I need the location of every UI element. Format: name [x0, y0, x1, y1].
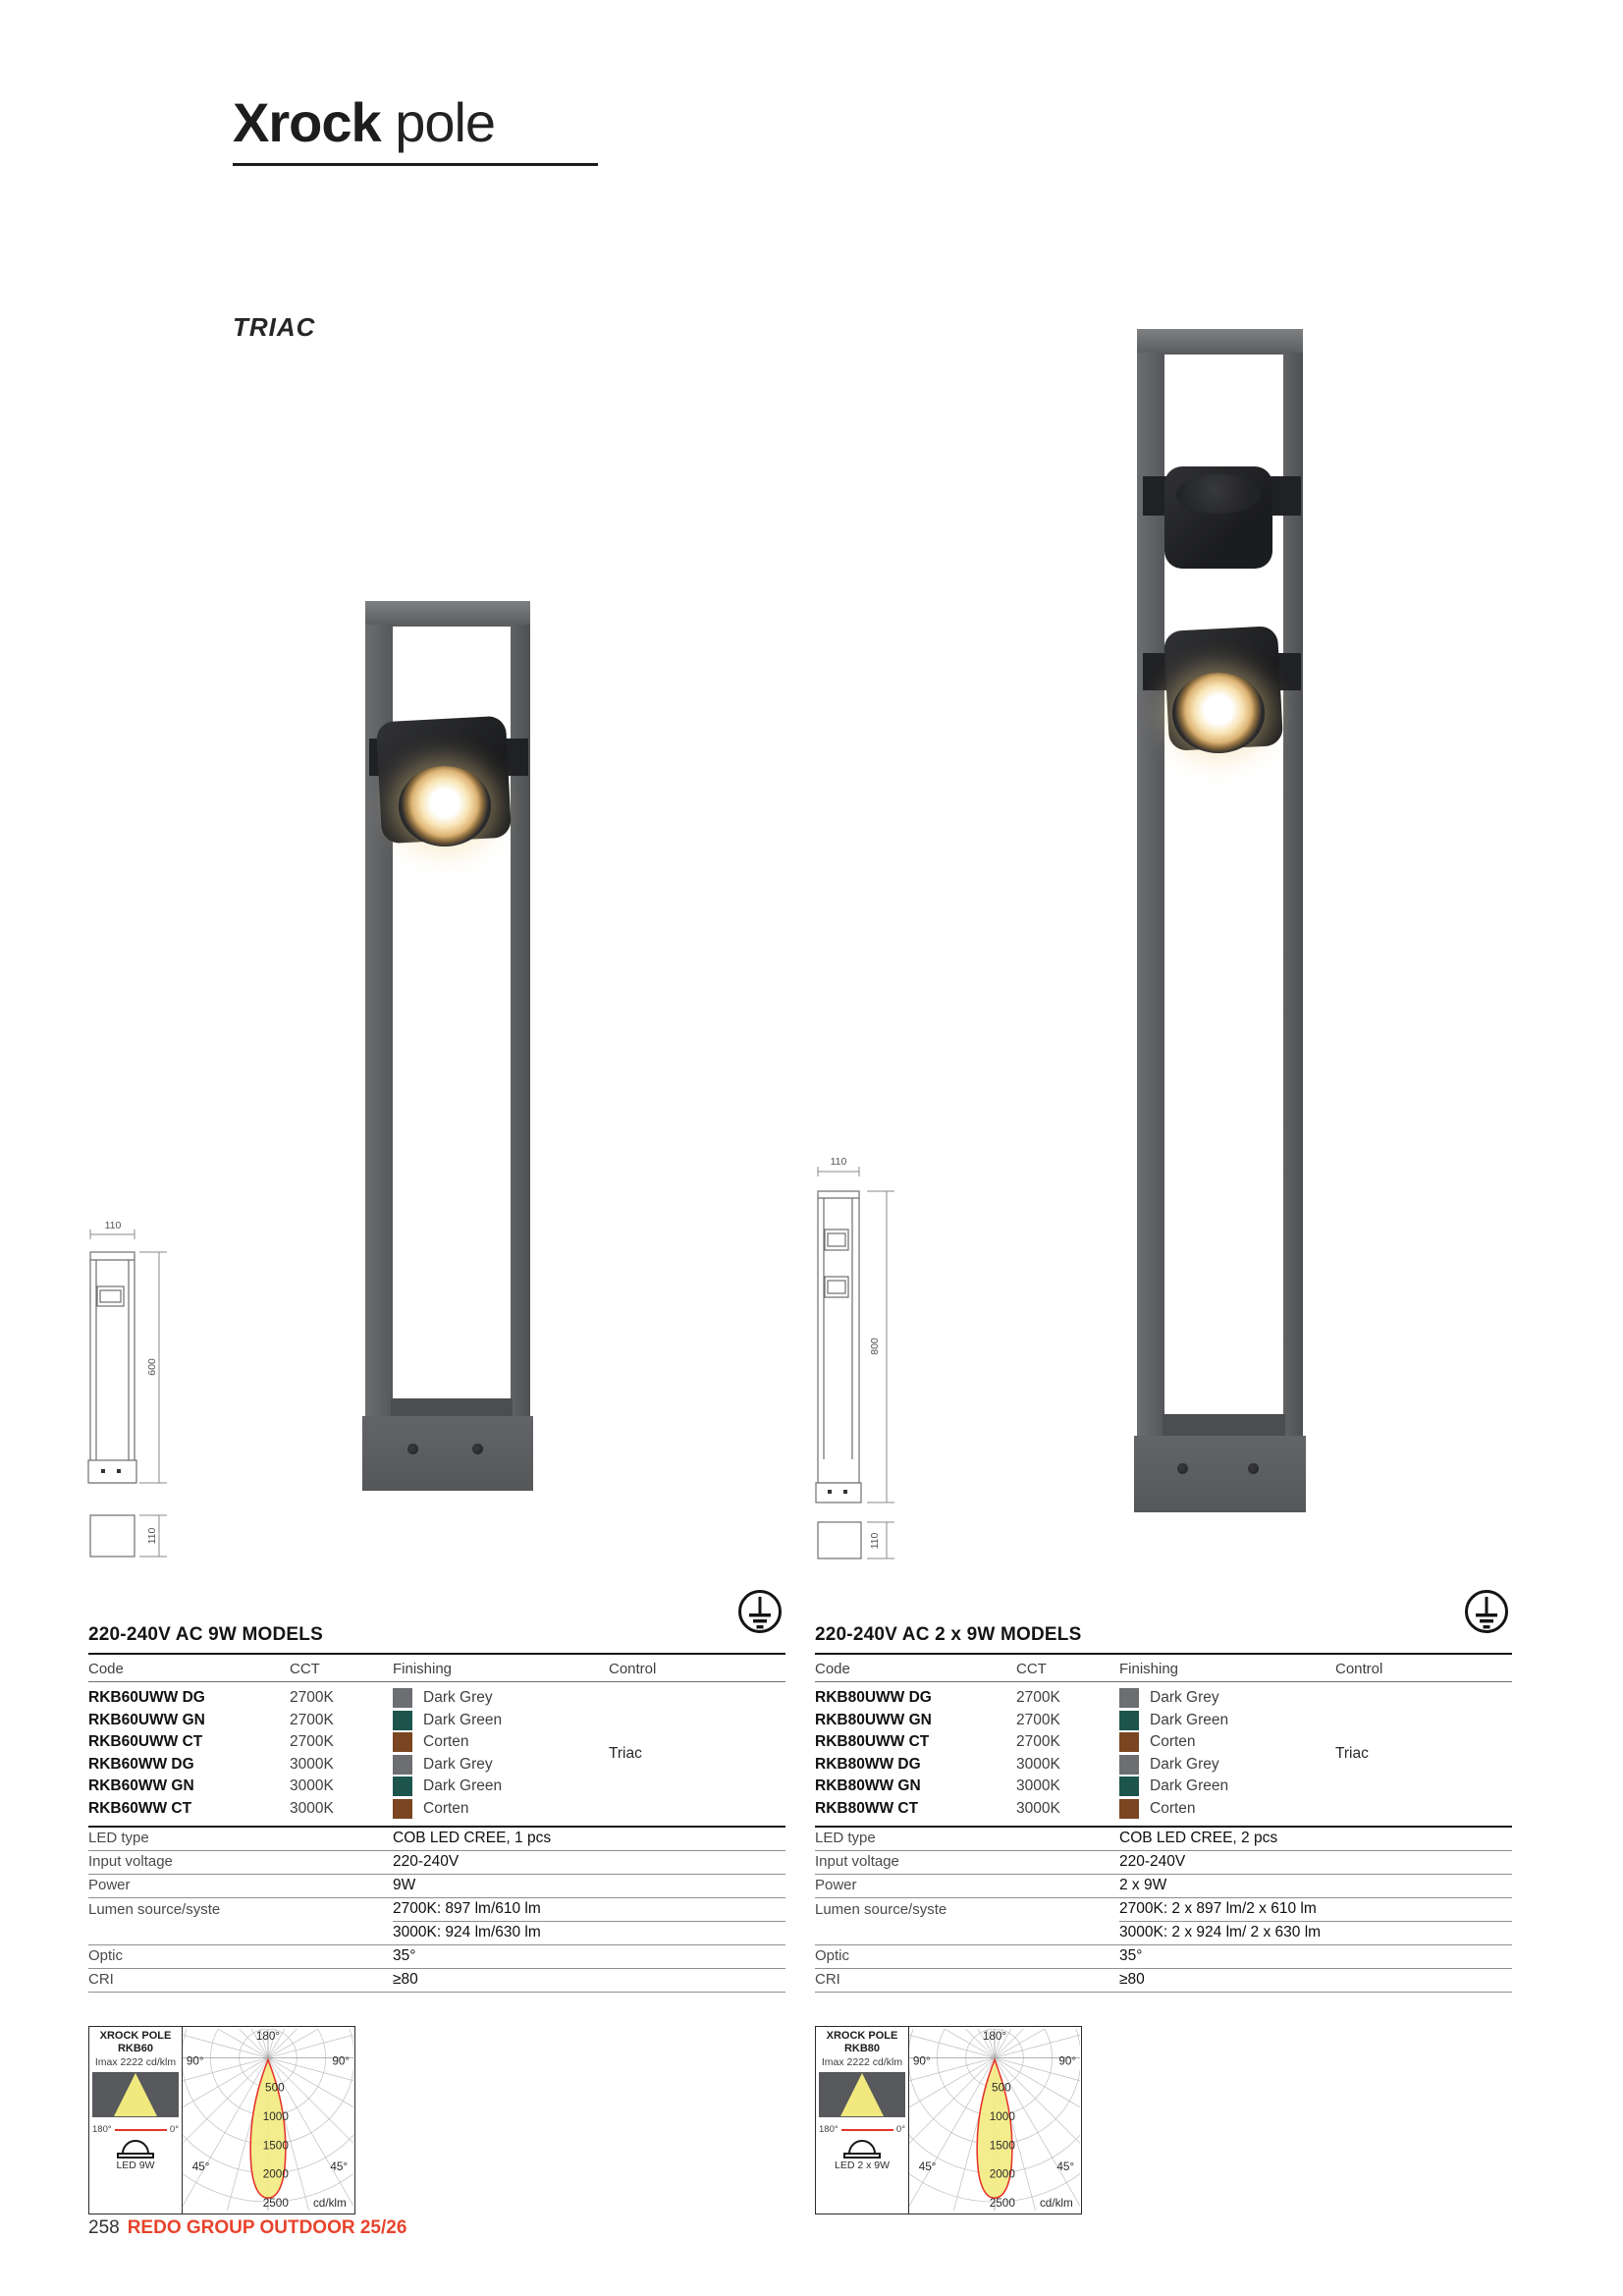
spotlight-lens-glow: [1172, 673, 1265, 753]
spec-row-led-type: [88, 1828, 785, 1851]
model-finish: [1119, 1755, 1335, 1775]
spec-row-lumen-1: [815, 1898, 1512, 1922]
footer-brand: REDO GROUP OUTDOOR 25/26: [127, 2217, 407, 2238]
spec-value: 3000K: 2 x 924 lm/ 2 x 630 lm: [1119, 1924, 1322, 1941]
model-cct: 2700K: [290, 1711, 334, 1728]
model-cct: 2700K: [1016, 1711, 1060, 1728]
dim-width-label: 110: [104, 1220, 122, 1231]
col-control: Control: [1335, 1661, 1383, 1677]
model-code: RKB60UWW DG: [88, 1689, 205, 1707]
polar-180-label: 180°: [982, 2029, 1007, 2043]
model-rows: [815, 1682, 1512, 1828]
model-code: RKB60WW DG: [88, 1755, 194, 1773]
spec-row-lumen-2: [88, 1922, 785, 1945]
model-cct: 3000K: [1016, 1777, 1060, 1795]
beam-angle-row: [92, 2124, 179, 2135]
spec-row-optic: [88, 1945, 785, 1969]
photometry-info: [816, 2027, 909, 2214]
finish-label: Dark Grey: [1150, 1689, 1219, 1707]
col-code: Code: [88, 1661, 124, 1677]
finish-label: Dark Green: [423, 1711, 503, 1728]
beam-icon: [819, 2072, 905, 2117]
page-title-light: pole: [395, 91, 496, 153]
model-finish: [1119, 1711, 1335, 1730]
spec-row-power: [815, 1875, 1512, 1898]
title-underline: [233, 163, 598, 166]
spec-value: ≥80: [1119, 1971, 1145, 1988]
angle-start-label: 180°: [92, 2124, 112, 2135]
spec-row-lumen-1: [88, 1898, 785, 1922]
model-cct: 2700K: [290, 1733, 334, 1751]
spec-value: 2700K: 897 lm/610 lm: [393, 1898, 785, 1922]
polar-90-left-label: 90°: [186, 2054, 204, 2068]
ring-label: 2500: [262, 2196, 289, 2210]
polar-45-right-label: 45°: [1056, 2159, 1075, 2173]
polar-chart-rkb80: [909, 2027, 1081, 2214]
polar-180-label: 180°: [255, 2029, 281, 2043]
model-finish: [393, 1732, 609, 1752]
model-code: RKB80WW DG: [815, 1755, 921, 1773]
product-photo-rkb60: [365, 601, 530, 1491]
finish-label: Corten: [423, 1799, 469, 1817]
photometry-imax: Imax 2222 cd/klm: [94, 2056, 177, 2068]
polar-45-left-label: 45°: [191, 2159, 210, 2173]
dimension-drawing-rkb60: [77, 1216, 204, 1569]
ring-label: 1500: [262, 2139, 289, 2153]
polar-unit-label: cd/klm: [312, 2196, 347, 2210]
spec-label: Optic: [815, 1947, 850, 1964]
spec-label: [88, 1922, 393, 1944]
photometry-model: RKB60: [117, 2043, 154, 2054]
column-headers: [815, 1655, 1512, 1682]
spec-row-cri: [88, 1969, 785, 1993]
spec-label: LED type: [815, 1830, 876, 1846]
led-icon: [840, 2137, 884, 2159]
color-swatch: [393, 1777, 412, 1796]
spec-value: COB LED CREE, 2 pcs: [1119, 1830, 1278, 1846]
col-control: Control: [609, 1661, 657, 1677]
spec-value: 220-240V: [393, 1853, 460, 1870]
col-cct: CCT: [1016, 1661, 1047, 1677]
finish-label: Dark Green: [1150, 1777, 1229, 1795]
col-finishing: Finishing: [1119, 1661, 1179, 1677]
model-cct: 2700K: [1016, 1733, 1060, 1751]
model-code: RKB80WW GN: [815, 1777, 921, 1795]
spec-label: CRI: [815, 1971, 840, 1988]
color-swatch: [1119, 1732, 1139, 1752]
model-code: RKB60UWW CT: [88, 1733, 203, 1751]
spotlight-head-top-face: [1176, 474, 1261, 514]
spec-label: Power: [815, 1877, 857, 1893]
dim-height-label: 600: [146, 1358, 158, 1376]
model-cct: 2700K: [290, 1689, 334, 1707]
dimension-drawing-rkb80: [815, 1154, 943, 1566]
control-value: Triac: [609, 1744, 642, 1762]
photometry-model: RKB80: [843, 2043, 881, 2054]
color-swatch: [393, 1799, 412, 1819]
spec-label: [815, 1922, 1119, 1944]
page-number: 258: [88, 2217, 120, 2238]
led-icon: [114, 2137, 157, 2159]
finish-label: Corten: [1150, 1799, 1196, 1817]
polar-90-left-label: 90°: [912, 2054, 931, 2068]
screw-icon: [472, 1444, 483, 1454]
bollard-inner-shelf: [1163, 1414, 1285, 1436]
spec-value: ≥80: [393, 1971, 418, 1988]
ring-label: 500: [992, 2081, 1011, 2095]
polar-90-right-label: 90°: [332, 2054, 351, 2068]
model-rows: [88, 1682, 785, 1828]
page-footer: [88, 2217, 406, 2239]
spec-value: 2700K: 2 x 897 lm/2 x 610 lm: [1119, 1898, 1512, 1922]
spec-row-led-type: [815, 1828, 1512, 1851]
spotlight-lens-glow: [399, 766, 491, 847]
angle-end-label: 0°: [895, 2124, 905, 2135]
ring-label: 1000: [989, 2109, 1015, 2123]
model-code: RKB60UWW GN: [88, 1711, 205, 1728]
color-swatch: [393, 1711, 412, 1730]
screw-icon: [1177, 1463, 1188, 1474]
model-cct: 3000K: [290, 1799, 334, 1817]
beam-icon: [92, 2072, 179, 2117]
page-title-bold: Xrock: [233, 91, 381, 153]
model-code: RKB60WW CT: [88, 1799, 192, 1817]
models-table-9w: [88, 1620, 785, 2214]
color-swatch: [393, 1688, 412, 1708]
spec-value: 35°: [393, 1947, 416, 1964]
model-finish: [393, 1688, 609, 1708]
spec-row-power: [88, 1875, 785, 1898]
photometry-card-rkb60: [88, 2026, 355, 2214]
color-swatch: [1119, 1777, 1139, 1796]
polar-45-right-label: 45°: [330, 2159, 349, 2173]
spec-label: Input voltage: [88, 1853, 173, 1870]
finish-label: Corten: [1150, 1733, 1196, 1751]
column-headers: [88, 1655, 785, 1682]
ring-label: 500: [265, 2081, 285, 2095]
ring-label: 1000: [262, 2109, 289, 2123]
spec-row-optic: [815, 1945, 1512, 1969]
ring-label: 2500: [989, 2196, 1015, 2210]
bollard-frame-top: [365, 601, 530, 627]
spec-label: Optic: [88, 1947, 124, 1964]
polar-unit-label: cd/klm: [1039, 2196, 1073, 2210]
dim-base-label: 110: [146, 1527, 158, 1545]
color-swatch: [1119, 1799, 1139, 1819]
photometry-imax: Imax 2222 cd/klm: [821, 2056, 903, 2068]
model-finish: [393, 1799, 609, 1819]
spec-row-input-voltage: [815, 1851, 1512, 1875]
ring-label: 2000: [262, 2167, 289, 2181]
screw-icon: [1248, 1463, 1259, 1474]
spec-value: 35°: [1119, 1947, 1143, 1964]
color-swatch: [393, 1732, 412, 1752]
finish-label: Dark Grey: [423, 1755, 493, 1773]
photometry-product: XROCK POLE: [99, 2030, 172, 2042]
bollard-base: [362, 1416, 533, 1491]
ring-label: 1500: [989, 2139, 1015, 2153]
finish-label: Dark Grey: [423, 1689, 493, 1707]
section-title: 220-240V AC 2 x 9W MODELS: [815, 1620, 1512, 1655]
spec-label: LED type: [88, 1830, 149, 1846]
spec-value: COB LED CREE, 1 pcs: [393, 1830, 552, 1846]
model-finish: [1119, 1777, 1335, 1796]
spec-value: 220-240V: [1119, 1853, 1186, 1870]
page-title: [233, 90, 495, 154]
dim-width-label: 110: [830, 1156, 847, 1168]
photometry-card-rkb80: [815, 2026, 1082, 2214]
spec-label: Lumen source/syste: [88, 1900, 221, 1918]
finish-label: Dark Grey: [1150, 1755, 1219, 1773]
spec-label: Power: [88, 1877, 131, 1893]
dim-height-label: 800: [869, 1338, 881, 1355]
model-finish: [1119, 1688, 1335, 1708]
finish-label: Corten: [423, 1733, 469, 1751]
beam-axis-line: [841, 2129, 893, 2131]
spec-label: Input voltage: [815, 1853, 899, 1870]
model-finish: [1119, 1732, 1335, 1752]
color-swatch: [1119, 1688, 1139, 1708]
col-cct: CCT: [290, 1661, 320, 1677]
bollard-base: [1134, 1436, 1306, 1512]
angle-end-label: 0°: [169, 2124, 179, 2135]
dim-base-label: 110: [869, 1532, 881, 1550]
spec-value: 3000K: 924 lm/630 lm: [393, 1924, 541, 1941]
color-swatch: [1119, 1755, 1139, 1775]
led-power-label: LED 9W: [116, 2159, 155, 2171]
models-table-2x9w: [815, 1620, 1512, 2214]
col-finishing: Finishing: [393, 1661, 453, 1677]
color-swatch: [1119, 1711, 1139, 1730]
led-power-label: LED 2 x 9W: [834, 2159, 891, 2171]
model-finish: [1119, 1799, 1335, 1819]
angle-start-label: 180°: [819, 2124, 839, 2135]
model-finish: [393, 1711, 609, 1730]
spec-row-cri: [815, 1969, 1512, 1993]
spec-row-input-voltage: [88, 1851, 785, 1875]
ground-icon: [1463, 1588, 1510, 1635]
model-cct: 3000K: [290, 1777, 334, 1795]
polar-chart-rkb60: [183, 2027, 354, 2214]
spec-row-lumen-2: [815, 1922, 1512, 1945]
model-cct: 3000K: [1016, 1755, 1060, 1773]
col-code: Code: [815, 1661, 850, 1677]
spotlight-head-upper: [1164, 466, 1272, 569]
color-swatch: [393, 1755, 412, 1775]
finish-label: Dark Green: [1150, 1711, 1229, 1728]
ring-label: 2000: [989, 2167, 1015, 2181]
control-value: Triac: [1335, 1744, 1369, 1762]
model-finish: [393, 1755, 609, 1775]
screw-icon: [407, 1444, 418, 1454]
model-cct: 2700K: [1016, 1689, 1060, 1707]
section-title: 220-240V AC 9W MODELS: [88, 1620, 785, 1655]
beam-axis-line: [115, 2129, 167, 2131]
model-finish: [393, 1777, 609, 1796]
model-code: RKB80UWW DG: [815, 1689, 932, 1707]
polar-45-left-label: 45°: [918, 2159, 937, 2173]
model-code: RKB60WW GN: [88, 1777, 194, 1795]
beam-angle-row: [819, 2124, 905, 2135]
polar-90-right-label: 90°: [1058, 2054, 1077, 2068]
ground-icon: [736, 1588, 784, 1635]
photometry-info: [89, 2027, 183, 2214]
driver-type-label: TRIAC: [233, 312, 316, 342]
model-code: RKB80WW CT: [815, 1799, 919, 1817]
spec-value: 9W: [393, 1877, 416, 1893]
model-code: RKB80UWW GN: [815, 1711, 932, 1728]
photometry-product: XROCK POLE: [826, 2030, 898, 2042]
model-cct: 3000K: [1016, 1799, 1060, 1817]
spec-value: 2 x 9W: [1119, 1877, 1167, 1893]
product-photo-rkb80: [1137, 329, 1303, 1512]
finish-label: Dark Green: [423, 1777, 503, 1795]
bollard-frame-top: [1137, 329, 1303, 355]
model-cct: 3000K: [290, 1755, 334, 1773]
spec-label: CRI: [88, 1971, 114, 1988]
spec-label: Lumen source/syste: [815, 1900, 947, 1918]
model-code: RKB80UWW CT: [815, 1733, 930, 1751]
